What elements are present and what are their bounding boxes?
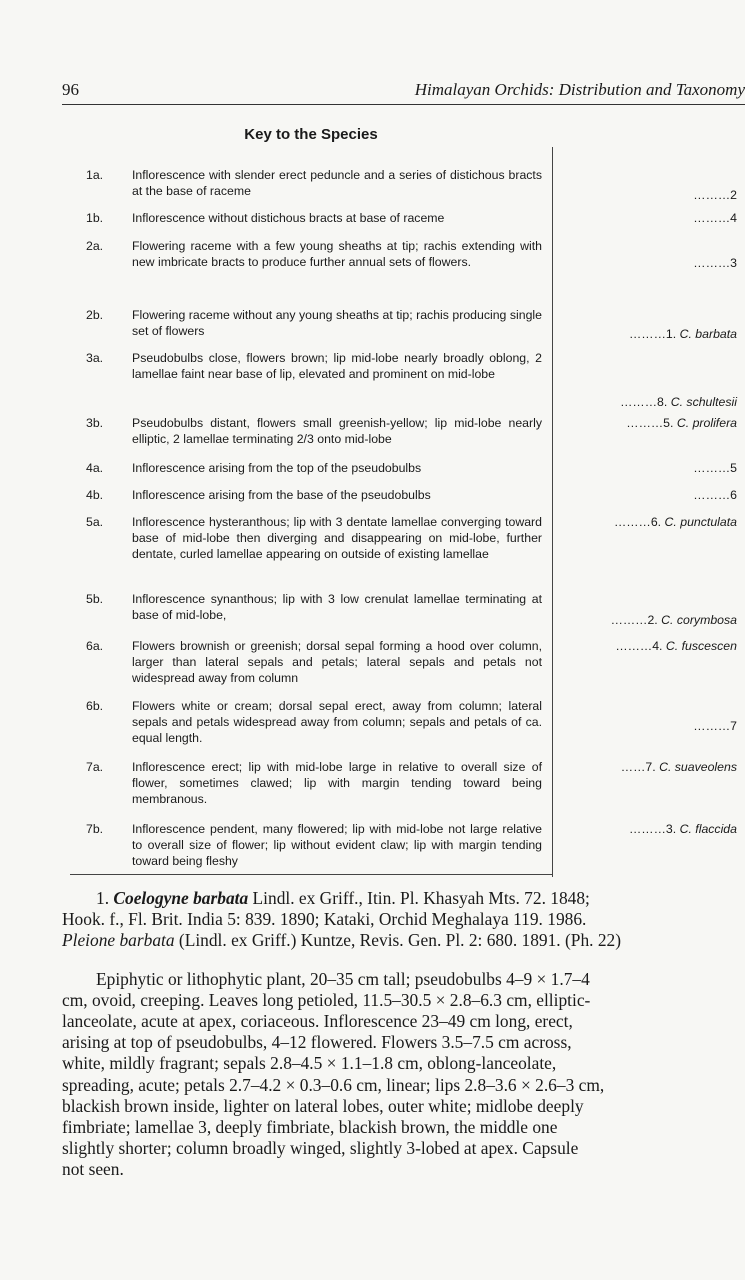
key-column-divider [552, 147, 553, 877]
entry-number: 1b. [86, 211, 104, 225]
entry-result: ………6 [693, 488, 737, 502]
key-title: Key to the Species [244, 126, 378, 143]
entry-number: 4a. [86, 461, 104, 475]
description-line: Epiphytic or lithophytic plant, 20–35 cm tall; pseudobulbs 4–9 × 1.7–4 [96, 968, 590, 989]
entry-result: ………5 [693, 461, 737, 475]
entry-number: 7a. [86, 760, 104, 774]
entry-result: ………2 [693, 188, 737, 202]
description-line: not seen. [62, 1159, 124, 1180]
description-line: white, mildly fragrant; sepals 2.8–4.5 × 1.1–1.8 cm, oblong-lanceolate, [62, 1053, 557, 1074]
description-line: spreading, acute; petals 2.7–4.2 × 0.3–0.6 cm, linear; lips 2.8–3.6 × 2.6–3 cm, [62, 1074, 605, 1095]
key-bottom-rule [70, 874, 553, 875]
description-line: fimbriate; lamellae 3, deeply fimbriate, blackish brown, the middle one [62, 1116, 558, 1137]
entry-result: ………1. C. barbata [629, 327, 737, 341]
entry-number: 1a. [86, 168, 104, 182]
entry-number: 5b. [86, 592, 104, 606]
entry-text: Inflorescence with slender erect peduncle and a series of distichous bracts at the base of raceme [132, 168, 542, 198]
entry-text: Inflorescence hysteranthous; lip with 3 dentate lamellae converging toward base of mid-lobe then diverging and disappearing on mid-lobe, further dentate, curled lamellae appearing on outside of existing lamellae [132, 515, 542, 561]
species-key-table [70, 121, 745, 875]
entry-text: Flowering raceme without any young sheaths at tip; rachis producing single set of flowers [132, 308, 542, 338]
entry-text: Pseudobulbs close, flowers brown; lip mid-lobe nearly broadly oblong, 2 lamellae faint near base of lip, elevated and prominent on mid-lobe [132, 351, 542, 381]
entry-text: Inflorescence synanthous; lip with 3 low crenulat lamellae terminating at base of mid-lobe, [132, 592, 542, 622]
page-number: 96 [62, 80, 79, 99]
entry-text: Inflorescence arising from the top of the pseudobulbs [132, 461, 422, 475]
entry-number: 3a. [86, 351, 104, 365]
header-rule [62, 104, 745, 105]
entry-text: Flowers white or cream; dorsal sepal erect, away from column; lateral sepals and petals widespread away from column; sepals and petals of ca. equal length. [132, 699, 542, 745]
entry-number: 6b. [86, 699, 104, 713]
entry-text: Flowers brownish or greenish; dorsal sepal forming a hood over column, larger than lateral sepals and petals; lateral sepals and petals not widespread away from column [132, 639, 542, 685]
entry-result: ………5. C. prolifera [626, 416, 737, 430]
entry-number: 7b. [86, 822, 104, 836]
entry-number: 2b. [86, 308, 104, 322]
entry-number: 2a. [86, 239, 104, 253]
entry-result: ………6. C. punctulata [613, 515, 737, 529]
description-line: cm, ovoid, creeping. Leaves long petioled, 11.5–30.5 × 2.8–6.3 cm, elliptic- [62, 989, 591, 1010]
entry-result: ………4. C. fuscescen [615, 639, 737, 653]
entry-result: ……7. C. suaveolens [620, 760, 737, 774]
species-account [62, 888, 745, 1180]
species-heading: 1. Coelogyne barbata Lindl. ex Griff., Itin. Pl. Khasyah Mts. 72. 1848; [96, 888, 590, 908]
entry-text: Pseudobulbs distant, flowers small greenish-yellow; lip mid-lobe nearly elliptic, 2 lamellae terminating 2/3 onto mid-lobe [132, 416, 542, 446]
entry-text: Inflorescence without distichous bracts at base of raceme [132, 211, 445, 225]
description-line: blackish brown inside, lighter on lateral lobes, outer white; midlobe deeply [62, 1095, 584, 1116]
species-synonym: Pleione barbata (Lindl. ex Griff.) Kuntze, Revis. Gen. Pl. 2: 680. 1891. (Ph. 22) [62, 930, 622, 951]
entry-result: ………7 [693, 719, 737, 733]
entry-result: ………2. C. corymbosa [610, 613, 737, 627]
entry-result: ………3 [693, 256, 737, 270]
entry-result: ………4 [693, 211, 737, 225]
entry-number: 6a. [86, 639, 104, 653]
entry-number: 4b. [86, 488, 104, 502]
species-name: Coelogyne barbata [113, 888, 249, 908]
entry-number: 5a. [86, 515, 104, 529]
running-header [62, 80, 745, 102]
description-line: lanceolate, acute at apex, coriaceous. Inflorescence 23–49 cm long, erect, [62, 1010, 573, 1031]
entry-result: ………3. C. flaccida [629, 822, 737, 836]
entry-number: 3b. [86, 416, 104, 430]
entry-text: Inflorescence pendent, many flowered; lip with mid-lobe not large relative to overall size of flower; lip without evident claw; lip with margin tending toward being fleshy [132, 822, 542, 868]
entry-text: Flowering raceme with a few young sheaths at tip; rachis extending with new imbricate bracts to produce further annual sets of flowers. [132, 239, 542, 269]
species-citation-1: Lindl. ex Griff., Itin. Pl. Khasyah Mts. 72. 1848; [252, 888, 590, 908]
description-line: arising at top of pseudobulbs, 4–12 flowered. Flowers 3.5–7.5 cm across, [62, 1032, 572, 1053]
entry-text: Inflorescence erect; lip with mid-lobe large in relative to overall size of flower, sometimes clawed; lip with margin tending toward being membranous. [132, 760, 542, 806]
entry-result: ………8. C. schultesii [620, 395, 737, 409]
entry-text: Inflorescence arising from the base of the pseudobulbs [132, 488, 431, 502]
running-title: Himalayan Orchids: Distribution and Taxonomy [414, 80, 745, 99]
description-line: slightly shorter; column broadly winged, slightly 3-lobed at apex. Capsule [62, 1138, 579, 1159]
species-citation-2: Hook. f., Fl. Brit. India 5: 839. 1890; Kataki, Orchid Meghalaya 119. 1986. [62, 909, 587, 930]
